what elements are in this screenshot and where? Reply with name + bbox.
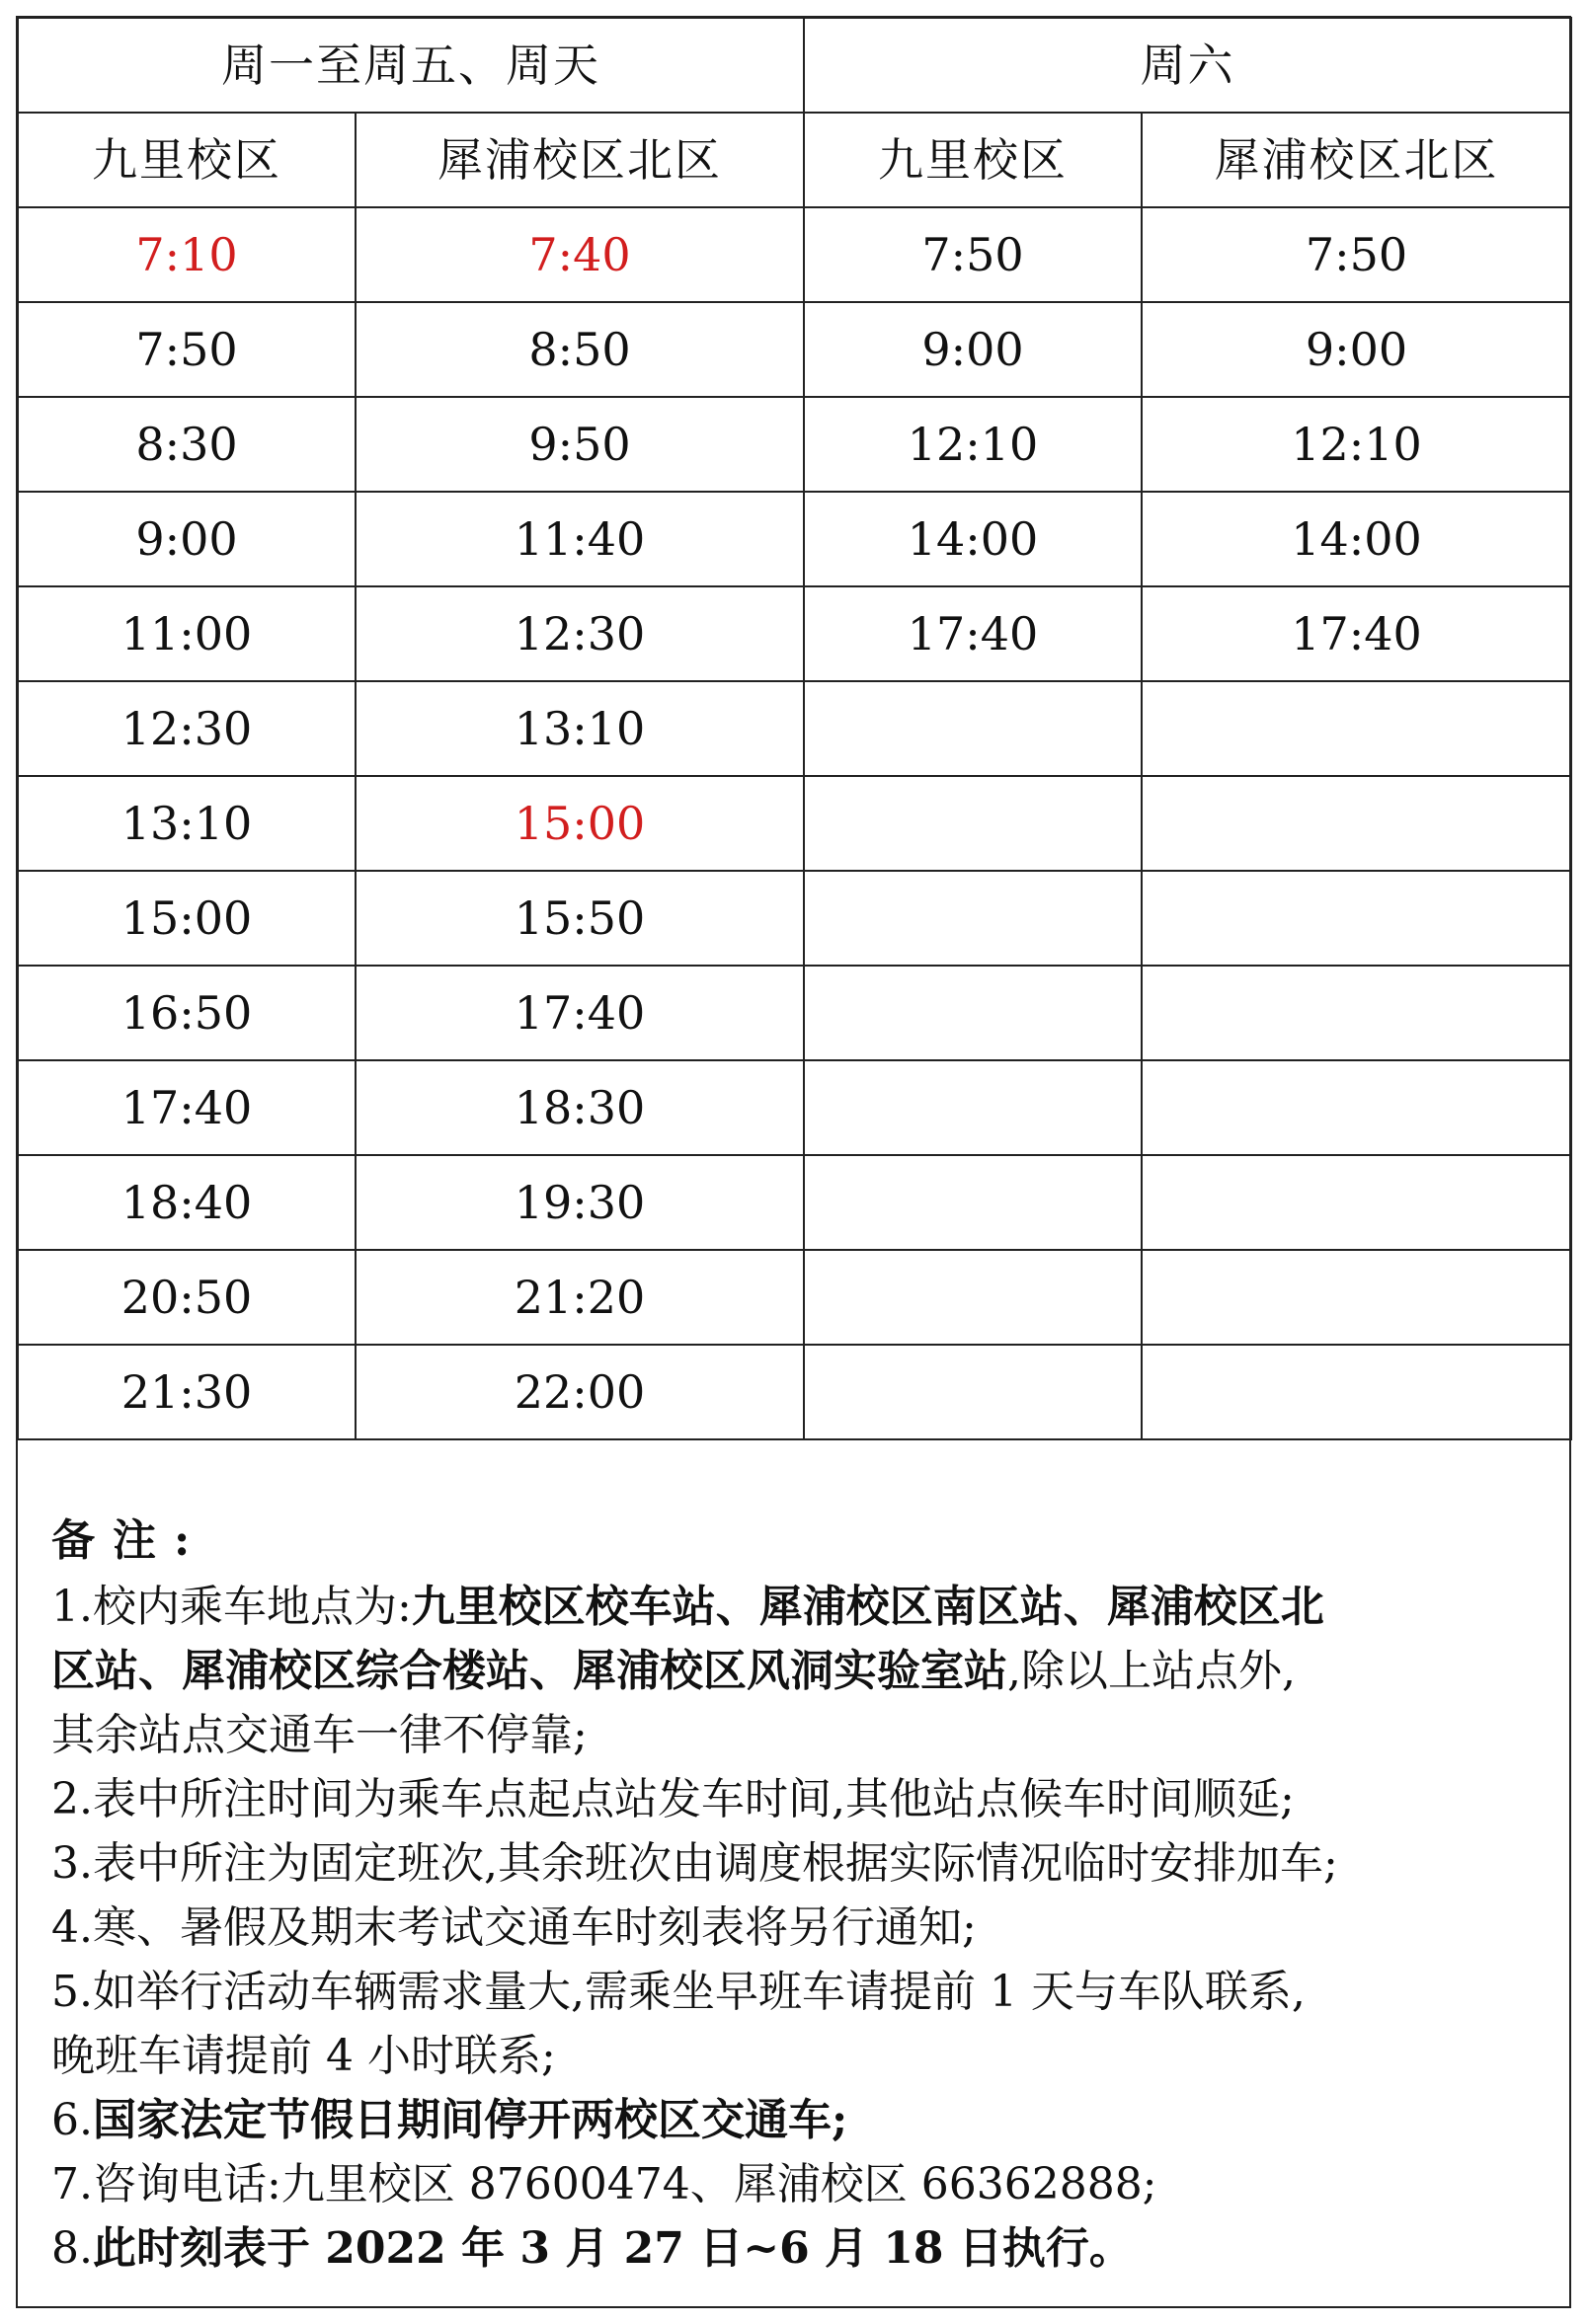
- time-cell-xipu-north-saturday: [1142, 681, 1571, 776]
- time-cell-jiuli-saturday: 12:10: [804, 397, 1142, 492]
- time-cell-xipu-north-saturday: 9:00: [1142, 302, 1571, 397]
- time-cell-jiuli-saturday: 7:50: [804, 207, 1142, 302]
- remark-line: [51, 1896, 1552, 1960]
- table-row: [18, 492, 1571, 586]
- time-cell-xipu-north-saturday: [1142, 776, 1571, 871]
- time-cell-xipu-north-weekday: 18:30: [356, 1060, 804, 1155]
- time-cell-xipu-north-weekday: 22:00: [356, 1345, 804, 1439]
- remark-text: 6.: [51, 2095, 93, 2145]
- remark-line: [51, 1703, 1552, 1767]
- time-cell-xipu-north-saturday: 12:10: [1142, 397, 1571, 492]
- time-cell-jiuli-weekday: 20:50: [18, 1250, 356, 1345]
- time-cell-xipu-north-saturday: 14:00: [1142, 492, 1571, 586]
- time-cell-jiuli-weekday: 13:10: [18, 776, 356, 871]
- table-row: [18, 681, 1571, 776]
- remark-line: [51, 2024, 1552, 2088]
- remark-text-bold: 九里校区校车站、犀浦校区南区站、犀浦校区北: [411, 1582, 1324, 1632]
- remark-text: 1.校内乘车地点为:: [51, 1582, 412, 1632]
- table-row: [18, 871, 1571, 966]
- time-cell-xipu-north-weekday: 9:50: [356, 397, 804, 492]
- time-cell-jiuli-weekday: 12:30: [18, 681, 356, 776]
- remark-text: 7.咨询电话:九里校区 87600474、犀浦校区 66362888;: [51, 2159, 1157, 2209]
- remark-line: [51, 1575, 1552, 1639]
- time-cell-xipu-north-weekday: 7:40: [356, 207, 804, 302]
- time-cell-jiuli-saturday: [804, 1155, 1142, 1250]
- time-cell-xipu-north-weekday: 15:50: [356, 871, 804, 966]
- table-row: [18, 586, 1571, 681]
- remark-text: 3.表中所注为固定班次,其余班次由调度根据实际情况临时安排加车;: [51, 1838, 1338, 1889]
- campus-header-row: [18, 113, 1571, 207]
- remarks-list: [51, 1575, 1552, 2281]
- time-cell-xipu-north-weekday: 13:10: [356, 681, 804, 776]
- time-cell-xipu-north-saturday: [1142, 871, 1571, 966]
- remark-line: [51, 1960, 1552, 2024]
- table-row: [18, 397, 1571, 492]
- remark-line: [51, 2152, 1552, 2216]
- time-cell-xipu-north-weekday: 17:40: [356, 966, 804, 1060]
- remark-text: 晚班车请提前 4 小时联系;: [51, 2031, 556, 2081]
- time-cell-jiuli-saturday: [804, 681, 1142, 776]
- time-cell-jiuli-weekday: 21:30: [18, 1345, 356, 1439]
- time-cell-jiuli-saturday: [804, 966, 1142, 1060]
- remark-text-bold: 此时刻表于 2022 年 3 月 27 日~6 月 18 日执行。: [92, 2223, 1133, 2274]
- time-cell-jiuli-weekday: 15:00: [18, 871, 356, 966]
- saturday-header: 周六: [804, 18, 1571, 113]
- time-cell-jiuli-weekday: 17:40: [18, 1060, 356, 1155]
- remark-line: [51, 1639, 1552, 1703]
- table-row: [18, 207, 1571, 302]
- col-header-xipu-north-saturday: 犀浦校区北区: [1142, 113, 1571, 207]
- timetable-body: [18, 18, 1571, 1439]
- remark-line: [51, 1831, 1552, 1896]
- table-row: [18, 966, 1571, 1060]
- time-cell-jiuli-weekday: 9:00: [18, 492, 356, 586]
- table-row: [18, 1345, 1571, 1439]
- remark-text-bold: 国家法定节假日期间停开两校区交通车;: [92, 2095, 848, 2145]
- time-cell-xipu-north-weekday: 21:20: [356, 1250, 804, 1345]
- time-cell-xipu-north-saturday: 17:40: [1142, 586, 1571, 681]
- remark-text: 其余站点交通车一律不停靠;: [51, 1710, 588, 1760]
- remark-line: [51, 2088, 1552, 2152]
- remark-line: [51, 1767, 1552, 1831]
- schedule-sheet: [16, 16, 1571, 2308]
- remark-line: [51, 2216, 1552, 2281]
- time-cell-jiuli-weekday: 8:30: [18, 397, 356, 492]
- time-cell-xipu-north-weekday: 15:00: [356, 776, 804, 871]
- remark-text-bold: 区站、犀浦校区综合楼站、犀浦校区风洞实验室站: [51, 1646, 1007, 1696]
- group-header-row: [18, 18, 1571, 113]
- remark-text: 4.寒、暑假及期末考试交通车时刻表将另行通知;: [51, 1902, 977, 1953]
- time-cell-jiuli-saturday: 9:00: [804, 302, 1142, 397]
- time-cell-jiuli-weekday: 11:00: [18, 586, 356, 681]
- time-cell-jiuli-weekday: 18:40: [18, 1155, 356, 1250]
- time-cell-xipu-north-saturday: [1142, 1250, 1571, 1345]
- time-cell-xipu-north-weekday: 12:30: [356, 586, 804, 681]
- time-cell-xipu-north-saturday: [1142, 1345, 1571, 1439]
- remark-text: 2.表中所注时间为乘车点起点站发车时间,其他站点候车时间顺延;: [51, 1774, 1295, 1824]
- time-cell-xipu-north-saturday: [1142, 1060, 1571, 1155]
- time-cell-jiuli-saturday: [804, 1345, 1142, 1439]
- remark-text: 5.如举行活动车辆需求量大,需乘坐早班车请提前 1 天与车队联系,: [51, 1967, 1306, 2017]
- time-cell-xipu-north-saturday: [1142, 1155, 1571, 1250]
- table-row: [18, 1250, 1571, 1345]
- time-cell-jiuli-weekday: 16:50: [18, 966, 356, 1060]
- remarks-section: [51, 1509, 1552, 2281]
- time-cell-xipu-north-weekday: 11:40: [356, 492, 804, 586]
- time-cell-xipu-north-weekday: 8:50: [356, 302, 804, 397]
- time-cell-jiuli-saturday: [804, 1060, 1142, 1155]
- table-row: [18, 1155, 1571, 1250]
- time-cell-jiuli-weekday: 7:50: [18, 302, 356, 397]
- bus-timetable: [17, 17, 1572, 1440]
- col-header-jiuli-saturday: 九里校区: [804, 113, 1142, 207]
- remark-text: 8.: [51, 2223, 93, 2274]
- remarks-title: 备注:: [51, 1515, 208, 1566]
- table-row: [18, 302, 1571, 397]
- time-cell-jiuli-saturday: 14:00: [804, 492, 1142, 586]
- remark-text: ,除以上站点外,: [1007, 1646, 1296, 1696]
- col-header-xipu-north-weekday: 犀浦校区北区: [356, 113, 804, 207]
- weekday-sunday-header: 周一至周五、周天: [18, 18, 804, 113]
- time-cell-jiuli-weekday: 7:10: [18, 207, 356, 302]
- time-cell-xipu-north-weekday: 19:30: [356, 1155, 804, 1250]
- time-cell-jiuli-saturday: 17:40: [804, 586, 1142, 681]
- time-cell-xipu-north-saturday: 7:50: [1142, 207, 1571, 302]
- col-header-jiuli-weekday: 九里校区: [18, 113, 356, 207]
- time-cell-xipu-north-saturday: [1142, 966, 1571, 1060]
- time-cell-jiuli-saturday: [804, 1250, 1142, 1345]
- table-row: [18, 1060, 1571, 1155]
- time-cell-jiuli-saturday: [804, 871, 1142, 966]
- table-row: [18, 776, 1571, 871]
- time-cell-jiuli-saturday: [804, 776, 1142, 871]
